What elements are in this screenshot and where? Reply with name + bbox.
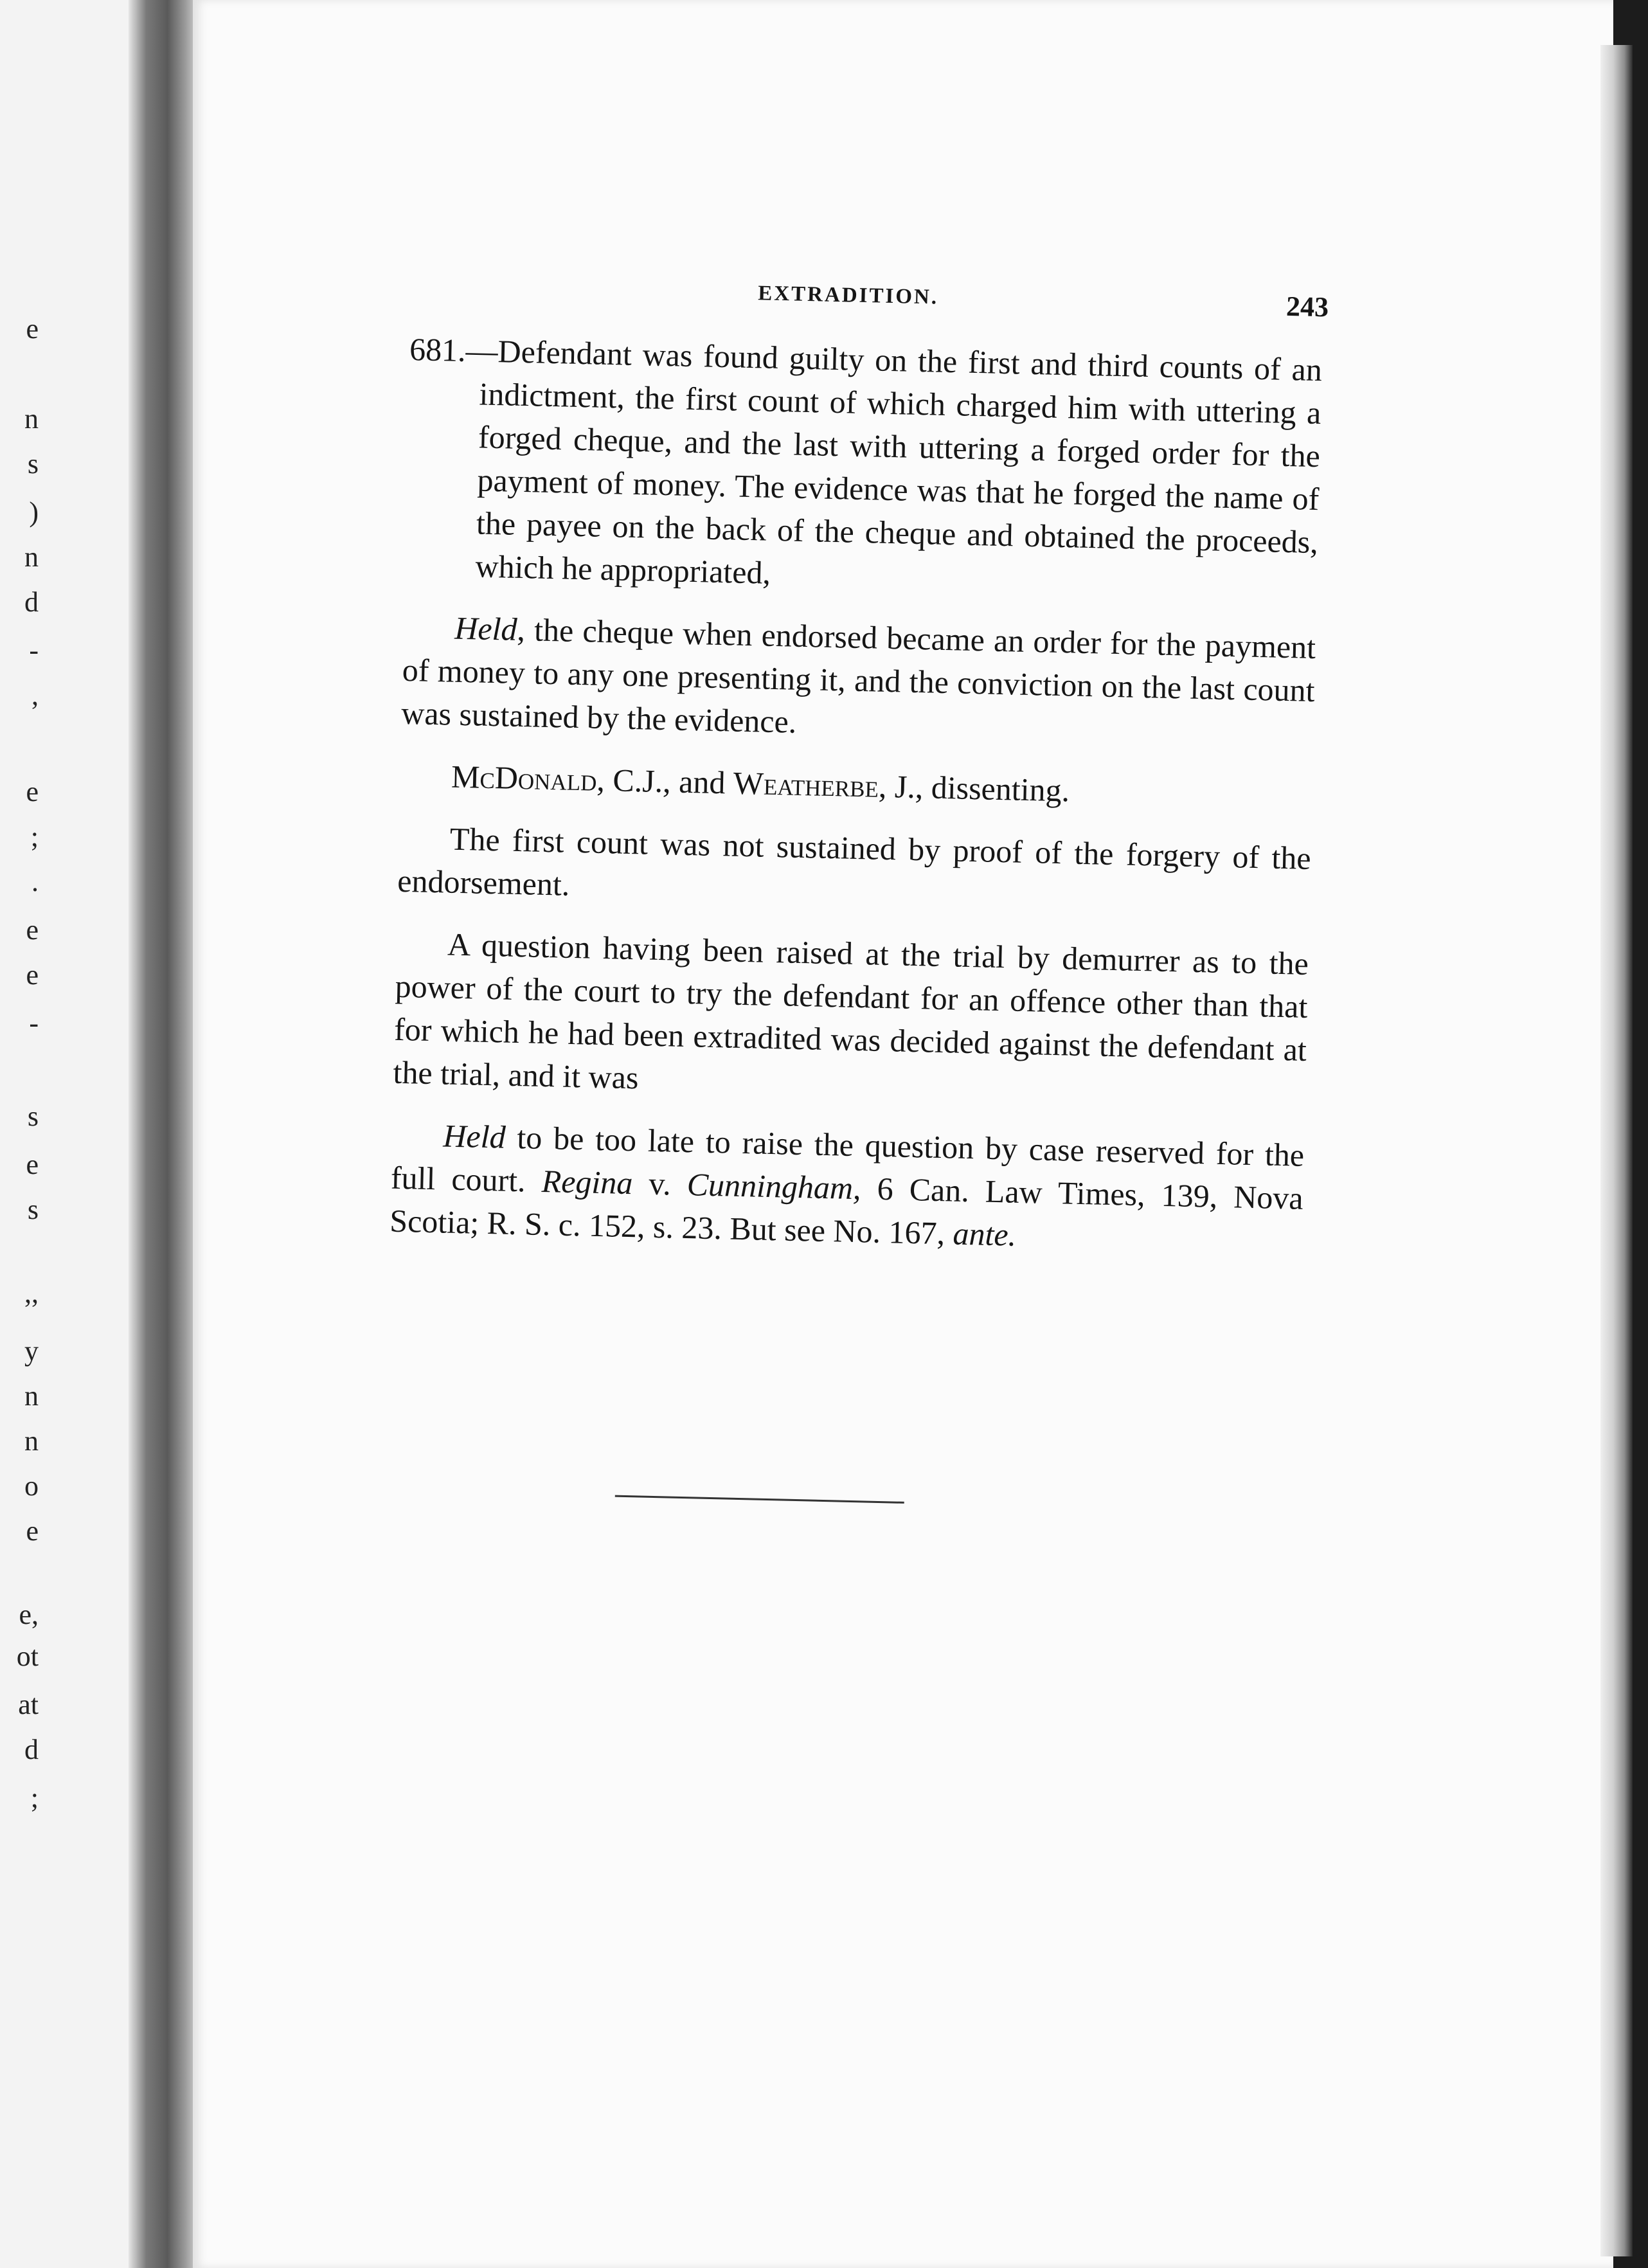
- held-label: Held: [442, 1117, 506, 1155]
- question-paragraph: A question having been raised at the trial by demurrer as to the power of the court to try the defendant for an offence other than that for which he had been extradited was decided against the defendant at the trial, and it was: [393, 926, 1309, 1096]
- facing-page-char: ;: [30, 1782, 39, 1814]
- citation-party: Cunningham,: [686, 1166, 862, 1207]
- section-title: EXTRADITION.: [757, 282, 939, 309]
- facing-page-char: e: [26, 313, 39, 345]
- facing-page-char: ,: [31, 680, 39, 711]
- book-gutter: [129, 0, 199, 2268]
- case-statement: [404, 328, 1323, 607]
- holding-1: [401, 606, 1316, 755]
- facing-page-char: ): [29, 496, 39, 528]
- facing-page-char: y: [24, 1335, 39, 1367]
- dissent-end: , J., dissenting.: [878, 768, 1070, 809]
- facing-page-char: s: [27, 1194, 39, 1225]
- page-number: 243: [1285, 290, 1329, 323]
- facing-page-char: n: [24, 1425, 39, 1457]
- citation-versus: v.: [632, 1165, 688, 1203]
- page-content: [384, 270, 1329, 1513]
- judge-name: McDonald: [451, 758, 598, 798]
- facing-page-char: ot: [16, 1641, 39, 1672]
- judge-name: Weatherbe: [733, 764, 879, 804]
- held-label: Held: [454, 609, 518, 647]
- page-edge-shadow: [1600, 45, 1633, 2256]
- facing-page-char: o: [24, 1470, 39, 1502]
- facing-page-char: s: [27, 448, 39, 480]
- facing-page-cut-text: [0, 0, 39, 2268]
- facing-page-char: ;: [30, 821, 39, 852]
- facing-page-char: d: [24, 586, 39, 618]
- facing-page-char: e: [26, 776, 39, 807]
- holding-2: [390, 1113, 1305, 1263]
- facing-page-char: at: [18, 1689, 39, 1720]
- case-facts: —Defendant was found guilty on the first and third counts of an indictment, the first count of which charged him with uttering a forged cheque, and the last with uttering a forged order for the payment of money. The evidence was that he forged the name of the payee on the back of the cheque and obtained the proceeds, which he appropriated,: [465, 332, 1323, 591]
- facing-page-char: -: [29, 634, 39, 666]
- facing-page-char: .: [31, 866, 39, 897]
- citation-ante: ante.: [952, 1215, 1017, 1253]
- facing-page-char: n: [24, 1380, 39, 1412]
- holding-2-text: to be too late to raise the question by case reserved for the full court.: [390, 1119, 1305, 1199]
- facing-page-char: n: [24, 403, 39, 435]
- facing-page-char: e: [26, 1149, 39, 1180]
- facing-page-char: e: [26, 1515, 39, 1547]
- facing-page-char: d: [24, 1734, 39, 1765]
- dissent-connector: , C.J., and: [596, 761, 734, 801]
- facing-page-char: e: [26, 959, 39, 991]
- facing-page-char: n: [24, 541, 39, 573]
- facing-page-char: -: [29, 1007, 39, 1039]
- case-number: 681.: [409, 330, 467, 368]
- facing-page-char: e,: [19, 1599, 39, 1630]
- facing-page-char: e: [26, 914, 39, 946]
- facing-page-char: ,,: [24, 1277, 39, 1309]
- citation-case-name: Regina: [541, 1162, 634, 1202]
- dissent-line: [399, 754, 1312, 818]
- facing-page-char: s: [27, 1101, 39, 1132]
- holding-1-text: , the cheque when endorsed became an order for the payment of money to any one presenting it, and the conviction on the last count was sustained by the evidence.: [400, 611, 1316, 740]
- citation-reference: 6 Can. Law Times, 139, Nova Scotia; R. S. c. 152, s. 23. But see No. 167,: [389, 1170, 1304, 1252]
- dissent-reason: The first count was not sustained by proof of the forgery of the endorsement.: [397, 820, 1312, 903]
